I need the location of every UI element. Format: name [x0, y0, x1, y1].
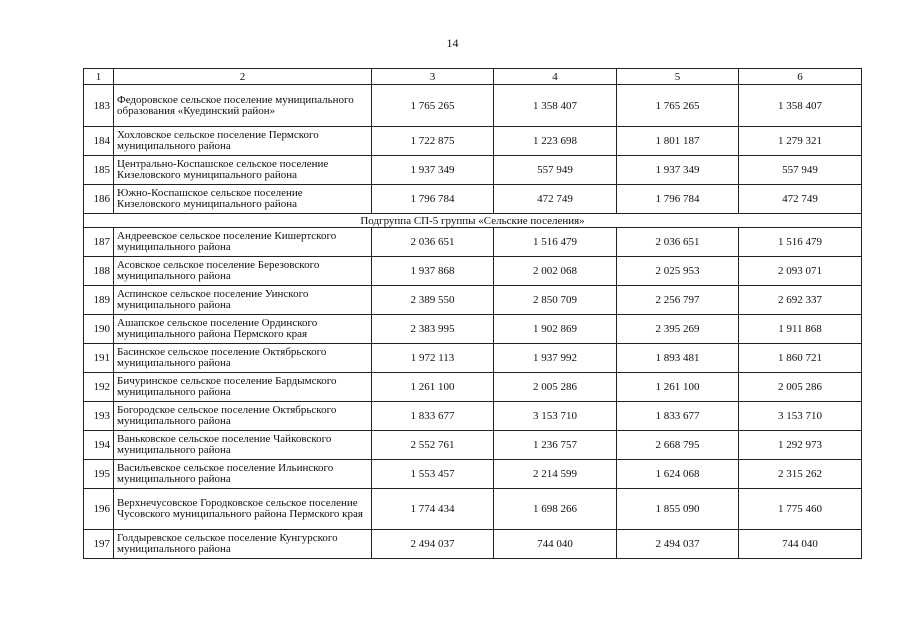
value-col-5: 2 256 797: [617, 286, 739, 315]
settlement-name: Бичуринское сельское поселение Бардымского муниципального района: [114, 373, 372, 402]
settlement-name: Хохловское сельское поселение Пермского муниципального района: [114, 127, 372, 156]
table-row: [84, 460, 862, 489]
row-number: 194: [84, 431, 114, 460]
table-row: [84, 344, 862, 373]
value-col-3: 1 722 875: [372, 127, 494, 156]
settlement-name: Голдыревское сельское поселение Кунгурского муниципального района: [114, 530, 372, 559]
column-header-3: 3: [372, 69, 494, 85]
value-col-5: 2 395 269: [617, 315, 739, 344]
column-header-5: 5: [617, 69, 739, 85]
value-col-4: 1 937 992: [494, 344, 617, 373]
value-col-3: 2 383 995: [372, 315, 494, 344]
value-col-5: 2 025 953: [617, 257, 739, 286]
value-col-3: 2 389 550: [372, 286, 494, 315]
value-col-4: 1 223 698: [494, 127, 617, 156]
value-col-5: 2 494 037: [617, 530, 739, 559]
column-header-4: 4: [494, 69, 617, 85]
row-number: 185: [84, 156, 114, 185]
settlement-name: Асовское сельское поселение Березовского муниципального района: [114, 257, 372, 286]
column-header-2: 2: [114, 69, 372, 85]
value-col-5: 2 668 795: [617, 431, 739, 460]
settlement-name: Басинское сельское поселение Октябрьского муниципального района: [114, 344, 372, 373]
table-row: [84, 127, 862, 156]
value-col-6: 2 093 071: [739, 257, 862, 286]
settlement-name: Васильевское сельское поселение Ильинского муниципального района: [114, 460, 372, 489]
settlement-name: Аспинское сельское поселение Уинского муниципального района: [114, 286, 372, 315]
value-col-3: 2 494 037: [372, 530, 494, 559]
settlement-name: Ашапское сельское поселение Ординского муниципального района Пермского края: [114, 315, 372, 344]
column-number-row: [84, 69, 862, 85]
row-number: 190: [84, 315, 114, 344]
settlement-name: Андреевское сельское поселение Кишертского муниципального района: [114, 228, 372, 257]
value-col-4: 2 002 068: [494, 257, 617, 286]
value-col-4: 1 902 869: [494, 315, 617, 344]
settlement-name: Ваньковское сельское поселение Чайковского муниципального района: [114, 431, 372, 460]
column-header-6: 6: [739, 69, 862, 85]
value-col-4: 3 153 710: [494, 402, 617, 431]
value-col-4: 1 698 266: [494, 489, 617, 530]
value-col-3: 1 553 457: [372, 460, 494, 489]
value-col-3: 1 765 265: [372, 85, 494, 127]
row-number: 193: [84, 402, 114, 431]
row-number: 195: [84, 460, 114, 489]
row-number: 184: [84, 127, 114, 156]
row-number: 189: [84, 286, 114, 315]
value-col-4: 744 040: [494, 530, 617, 559]
value-col-6: 1 292 973: [739, 431, 862, 460]
value-col-4: 2 850 709: [494, 286, 617, 315]
value-col-6: 2 005 286: [739, 373, 862, 402]
value-col-3: 1 796 784: [372, 185, 494, 214]
value-col-4: 2 005 286: [494, 373, 617, 402]
value-col-4: 1 236 757: [494, 431, 617, 460]
settlement-name: Южно-Коспашское сельское поселение Кизеловского муниципального района: [114, 185, 372, 214]
value-col-5: 2 036 651: [617, 228, 739, 257]
value-col-5: 1 855 090: [617, 489, 739, 530]
table-row: [84, 489, 862, 530]
row-number: 197: [84, 530, 114, 559]
value-col-5: 1 937 349: [617, 156, 739, 185]
value-col-5: 1 796 784: [617, 185, 739, 214]
row-number: 186: [84, 185, 114, 214]
value-col-6: 1 775 460: [739, 489, 862, 530]
table-row: [84, 315, 862, 344]
value-col-3: 2 036 651: [372, 228, 494, 257]
table-row: [84, 257, 862, 286]
value-col-4: 1 516 479: [494, 228, 617, 257]
table-row: [84, 185, 862, 214]
value-col-5: 1 261 100: [617, 373, 739, 402]
settlement-name: Верхнечусовское Городковское сельское поселение Чусовского муниципального района Пермского края: [114, 489, 372, 530]
value-col-6: 1 860 721: [739, 344, 862, 373]
value-col-6: 557 949: [739, 156, 862, 185]
row-number: 188: [84, 257, 114, 286]
value-col-3: 1 937 868: [372, 257, 494, 286]
value-col-5: 1 624 068: [617, 460, 739, 489]
table-row: [84, 286, 862, 315]
table-row: [84, 228, 862, 257]
value-col-5: 1 893 481: [617, 344, 739, 373]
value-col-3: 1 972 113: [372, 344, 494, 373]
table-row: [84, 431, 862, 460]
table-row: [84, 530, 862, 559]
settlement-name: Центрально-Коспашское сельское поселение Кизеловского муниципального района: [114, 156, 372, 185]
value-col-6: 1 279 321: [739, 127, 862, 156]
value-col-6: 472 749: [739, 185, 862, 214]
value-col-6: 2 692 337: [739, 286, 862, 315]
table-row: [84, 85, 862, 127]
value-col-6: 1 358 407: [739, 85, 862, 127]
value-col-4: 2 214 599: [494, 460, 617, 489]
column-header-1: 1: [84, 69, 114, 85]
value-col-3: 1 833 677: [372, 402, 494, 431]
settlement-name: Федоровское сельское поселение муниципального образования «Куединский район»: [114, 85, 372, 127]
row-number: 196: [84, 489, 114, 530]
settlement-name: Богородское сельское поселение Октябрьского муниципального района: [114, 402, 372, 431]
table-row: [84, 402, 862, 431]
row-number: 191: [84, 344, 114, 373]
row-number: 183: [84, 85, 114, 127]
value-col-6: 1 516 479: [739, 228, 862, 257]
budget-table: [83, 68, 862, 559]
value-col-3: 2 552 761: [372, 431, 494, 460]
value-col-6: 744 040: [739, 530, 862, 559]
value-col-5: 1 765 265: [617, 85, 739, 127]
value-col-4: 1 358 407: [494, 85, 617, 127]
value-col-4: 472 749: [494, 185, 617, 214]
row-number: 192: [84, 373, 114, 402]
value-col-6: 1 911 868: [739, 315, 862, 344]
page-number: 14: [446, 36, 459, 50]
value-col-6: 3 153 710: [739, 402, 862, 431]
table-row: [84, 373, 862, 402]
value-col-3: 1 774 434: [372, 489, 494, 530]
value-col-5: 1 801 187: [617, 127, 739, 156]
value-col-6: 2 315 262: [739, 460, 862, 489]
value-col-3: 1 937 349: [372, 156, 494, 185]
row-number: 187: [84, 228, 114, 257]
table-row: [84, 156, 862, 185]
value-col-3: 1 261 100: [372, 373, 494, 402]
value-col-4: 557 949: [494, 156, 617, 185]
subgroup-row: [84, 214, 862, 228]
subgroup-title: Подгруппа СП-5 группы «Сельские поселения»: [84, 214, 862, 228]
value-col-5: 1 833 677: [617, 402, 739, 431]
